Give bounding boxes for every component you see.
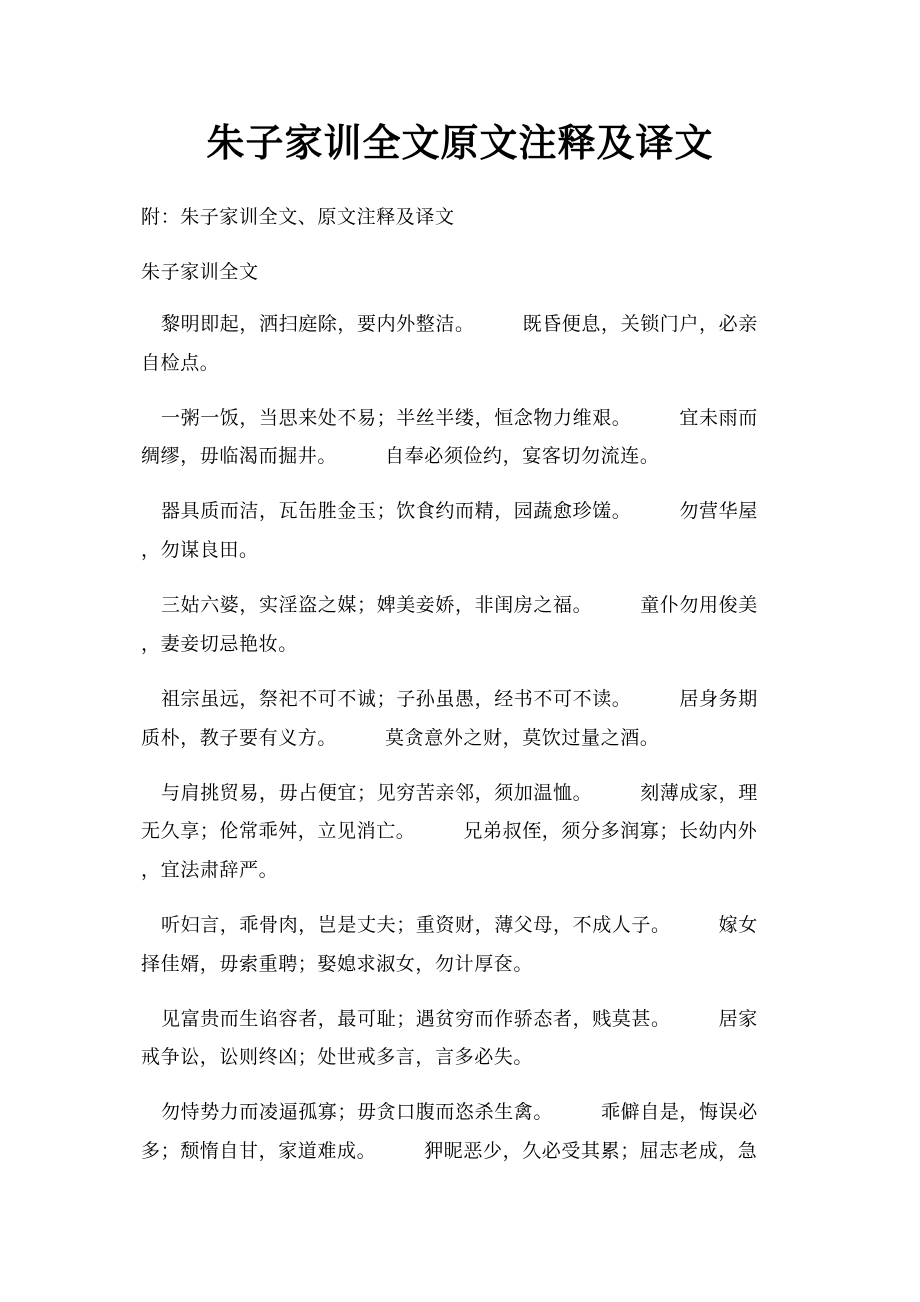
text-segment: 嫁女 — [718, 914, 758, 936]
paragraph-9-line-2 — [141, 1136, 781, 1163]
paragraph-7-line-1 — [141, 910, 781, 937]
text-segment: 自奉必须俭约，宴客切勿流连。 — [385, 445, 660, 467]
page-title: 朱子家训全文原文注释及译文 — [206, 120, 714, 165]
text-segment: 听妇言，乖骨肉，岂是丈夫；重资财，薄父母，不成人子。 — [161, 914, 671, 936]
intro-line: 附：朱子家训全文、原文注释及译文 — [141, 206, 455, 228]
text-segment: ，勿谋良田。 — [141, 539, 259, 561]
paragraph-3-line-1 — [141, 496, 781, 523]
text-segment: 勿营华屋 — [679, 500, 758, 522]
section-heading: 朱子家训全文 — [141, 261, 259, 283]
paragraph-8-line-1 — [141, 1004, 781, 1031]
text-segment: 宜未雨而 — [679, 407, 758, 429]
text-segment: 见富贵而生谄容者，最可耻；遇贫穷而作骄态者，贱莫甚。 — [161, 1008, 671, 1030]
text-segment: 居家 — [718, 1008, 758, 1030]
text-segment: 兄弟叔侄，须分多润寡；长幼内外 — [463, 820, 758, 842]
paragraph-3-line-2 — [141, 535, 781, 562]
text-segment: 乖僻自是，悔误必 — [601, 1101, 758, 1123]
text-segment: 居身务期 — [679, 688, 758, 710]
paragraph-9-line-1 — [141, 1097, 781, 1124]
text-segment: 祖宗虽远，祭祀不可不诚；子孙虽愚，经书不可不读。 — [161, 688, 632, 710]
paragraph-1-line-2 — [141, 348, 781, 375]
text-segment: 自检点。 — [141, 352, 220, 374]
paragraph-6-line-2 — [141, 816, 781, 843]
paragraph-6-line-3 — [141, 855, 781, 882]
text-segment: 择佳婿，毋索重聘；娶媳求淑女，勿计厚奁。 — [141, 953, 534, 975]
text-segment: 既昏便息，关锁门户，必亲 — [522, 313, 758, 335]
text-segment: 质朴，教子要有义方。 — [141, 727, 338, 749]
text-segment: ，妻妾切忌艳妆。 — [141, 633, 298, 655]
paragraph-5-line-1 — [141, 684, 781, 711]
text-segment: 狎昵恶少，久必受其累；屈志老成，急 — [424, 1140, 758, 1162]
text-segment: 无久享；伦常乖舛，立见消亡。 — [141, 820, 416, 842]
text-segment: 一粥一饭，当思来处不易；半丝半缕，恒念物力维艰。 — [161, 407, 632, 429]
paragraph-1-line-1 — [141, 309, 781, 336]
text-segment: 刻薄成家，理 — [640, 782, 758, 804]
text-segment: 绸缪，毋临渴而掘井。 — [141, 445, 338, 467]
text-segment: 莫贪意外之财，莫饮过量之酒。 — [385, 727, 660, 749]
text-segment: 多；颓惰自甘，家道难成。 — [141, 1140, 377, 1162]
text-segment: 勿恃势力而凌逼孤寡；毋贪口腹而恣杀生禽。 — [161, 1101, 554, 1123]
text-segment: 器具质而洁，瓦缶胜金玉；饮食约而精，园蔬愈珍馐。 — [161, 500, 632, 522]
paragraph-5-line-2 — [141, 723, 781, 750]
paragraph-4-line-2 — [141, 629, 781, 656]
paragraph-2-line-1 — [141, 403, 781, 430]
text-segment: 黎明即起，洒扫庭除，要内外整洁。 — [161, 313, 475, 335]
paragraph-7-line-2 — [141, 949, 781, 976]
paragraph-2-line-2 — [141, 441, 781, 468]
text-segment: 与肩挑贸易，毋占便宜；见穷苦亲邻，须加温恤。 — [161, 782, 593, 804]
text-segment: ，宜法肃辞严。 — [141, 859, 279, 881]
text-segment: 戒争讼，讼则终凶；处世戒多言，言多必失。 — [141, 1046, 534, 1068]
paragraph-4-line-1 — [141, 590, 781, 617]
paragraph-6-line-1 — [141, 778, 781, 805]
text-segment: 童仆勿用俊美 — [640, 594, 758, 616]
text-segment: 三姑六婆，实淫盗之媒；婢美妾娇，非闺房之福。 — [161, 594, 593, 616]
paragraph-8-line-2 — [141, 1042, 781, 1069]
